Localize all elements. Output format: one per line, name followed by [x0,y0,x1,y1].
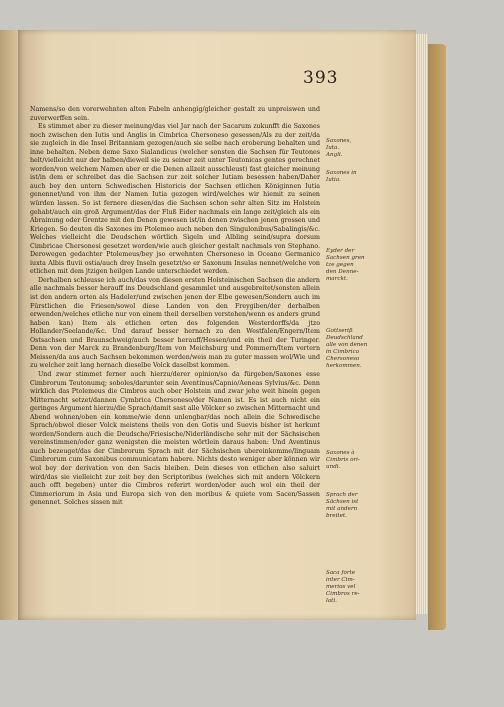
marginal-note-line: Angli. [326,152,343,158]
marginal-note-line: undi. [326,464,341,470]
open-book [0,30,430,620]
marginal-note [326,138,382,159]
marginal-note-line: Gottseriß [326,328,353,334]
left-page-edge [0,30,18,620]
marginal-note-line: Sprach der [326,492,358,498]
marginal-note [326,450,382,471]
marginal-note-line: Saxones, [326,138,352,144]
body-text [30,106,320,508]
page-number: 393 [303,68,339,88]
marginal-note [326,248,382,283]
marginal-note-line: Cimbris ori- [326,457,360,463]
right-page [18,30,416,620]
marginal-note-line: breitet. [326,513,347,519]
marginal-note-line: tze gegen [326,262,354,268]
marginal-note-line: marckt. [326,276,348,282]
book-cover-edge [428,44,446,630]
marginal-note-line: inter Cim- [326,577,355,583]
marginal-note-line: Sächsen ist [326,499,359,505]
marginal-note-line: Cimbros re- [326,591,360,597]
paragraph: Und zwar stimmet ferner auch hierzu/derer opinion/so da fürgeben/Saxones esse Cimbrorum Teutonumq; soboles/darunter sein Aventinus/Capnio/Aeneas Sylvius/&c. Denn wirklich das Ptolemeus die Cimbros auch ober Holstein und zwar jehe weit hinein gegen Mitternacht setzet/dannen Cymbrica Chersoneso/der Namen ist. Es ist auch nicht ein geringes Argument hierzu/die Sprach/damit sast alle Völcker so zwischen Mitternacht und Abend wohnen/oben ein komme/wie denn unlengbar/das noch allein die Schwedische Sprach/obwol dieser Volck meistens theils von den Gotis und Suevis bisher ist herkunt worden/Sondern auch die Deudsche/Friesische/Niderländische sehr mit der Sächsischen vereinstimmen/oder ganz wenigsten die meisten wörtlein daraus haben: Und Aventinus auch bezeuget/das der Cimbrorum Sprach mit der Sächsischen ubereinkomme/linguam Cimbrorum cum Saxonibus communicatam habere. Nichts desto weniger aber können wir wol bey der derivation von den Sacis bleiben. Dein dieses von etlichen also saluirt wird/das sie vielleicht zur zeit bey den Scriptoribus (welches sich mit andern Völckern auch offt begeben) unter die Cimbros referirt worden/oder auch wol ein theil der Cimmeriorum in Asia und Europa sich von den moribus & quiete vom Sacen/Sassen genennet. Solches sissen mit [30,370,320,507]
marginal-note-line: Saxones in [326,170,357,176]
marginal-note-line: Eyder der [326,248,355,254]
marginal-note [326,170,382,184]
marginal-note-line: herkommen. [326,363,362,369]
marginal-note-line: alle von denen [326,342,368,348]
marginal-note-line: den Denne- [326,269,359,275]
paragraph: Namens/so den vorerwehnten alten Fabeln anhengig/gleicher gestalt zu unpreiswen und zuverwerffen sein. [30,106,320,122]
paragraph: Es stimmet aber zu dieser meinung/das viel Jar nach der Sacarum zukunfft die Saxones noch zwischen den Iutis und Anglis in Cimbrica Chersoneso gesessen/Als zu der zeit/da sie zugleich in die Insel Britanniam gezogen/auch sie selbe nach eroberung behalten und inne behalten. Neben deme Saxo Sialandicus (welcher sonsten die Sachsen für Teutones helt/vielleicht nur der halben/dieweil sie zu seiner zeit unter Teutonicas gentes gerechnet worden/von welchem Namen aber er die Denen allzeit ausschleust) fast gleicher meinung ist/in dem er schreibet das die Sachsen zur zeit solcher Iutiam besessen haben/Daher auch bey den untern Schwedischen Historicis der Sachsen etlichen Königinnen Iutia genennet/und von ihm der Namen Iutia gezogen wird/welches wir hiemit zu seinen würden lassen. So ist fernere diesen/das die Sachsen schon sehr alten Sitz im Holstein gehabt/auch ein groß Argument/das der Fluß Eider nachmals ein lange zeit/gleich als ein Abrainung oder Grentze mit den Denen gewesen ist/in denen zwischen jenen grossen und Kriegen. So deuten dis Saxones im Ptolemeo auch neben den Singulonibus/Sabalingis/&c. Welches vielleicht die Deudschen wörtlich Sigeln und Albling seind/supra dorsum Cimbricae Chersonesi gesetzet worden/wie auch gleicher gestalt nachmals von Stephano. Derowegen gedachter Ptolemeus/bey jso erwehnten Chersoneso in Oceano Germanico iuxta Albis fluvii ostia/auch drey Inseln gesetzt/so er Saxonum Insulas nennet/welche von etlichen mit dem jtzigen heilgen Lande unterschiedet werden. [30,123,320,276]
marginal-note-line: Chersoneso [326,356,360,362]
paragraph: Derhalben schleusse ich auch/das von diesen ersten Holsteinischen Sachsen die andern alle nachmals besser herauff ins Deudschland gesammlet und ausgebreitet/sonsten allein ist den andern orten als Hadeler/und zwischen jenen der Elbe gewesen/Sondern auch im Fürstlichen die Friesen/sowol diese Landen von den Freygiben/der derhalben erwenden/welches etliche nur von einem theil derselben verstehen/wenn es anders grund haben kan) Item als etlichen orten des folgenden Westerdorffs/da jtzo Hollander/Seelande/&c. Und darauf besser hernach zu den Westfalen/Engern/Item Ostsachsen und Braunschweig/auch besser herauff/Hessen/und ein theil der Turinger. Denn von der Marck zu Brandenburg/Item von Meichsburg und Pommern/Item vertern Meissen/da aus auch Sachsen bekommen werden/weis man zu guter massen wol/Wie und zu welcher zeit lang hernach dieselbe Volck daselbst kommen. [30,276,320,370]
marginal-note [326,492,382,520]
page-fore-edge [416,34,428,614]
marginal-note-line: Saxones à [326,450,355,456]
marginal-note [326,570,382,605]
marginal-note-line: Iuta. [326,145,340,151]
marginal-note [326,328,382,370]
marginal-note-line: in Cimbrica [326,349,360,355]
marginal-note-line: mit andern [326,506,358,512]
marginal-note-line: Iutia. [326,177,341,183]
marginal-note-line: Saca forte [326,570,356,576]
marginal-note-line: Deudschland [326,335,363,341]
marginal-note-line: Sachsen gren [326,255,365,261]
marginal-note-line: merios vel [326,584,356,590]
marginal-note-line: lati. [326,598,337,604]
